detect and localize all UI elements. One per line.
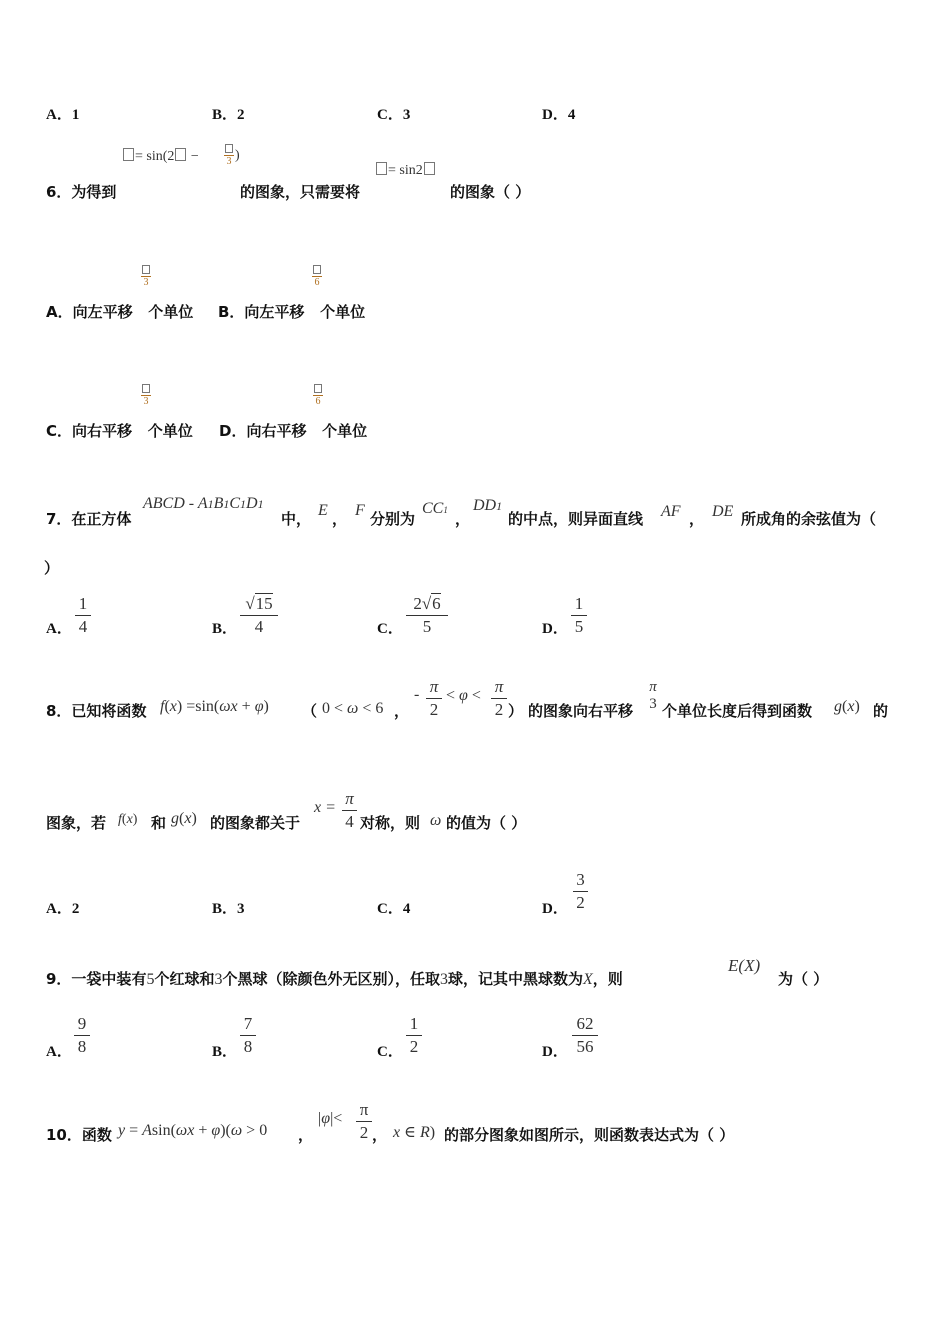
q8-xeq: x = — [314, 799, 336, 816]
q5-option-a: A．1 — [46, 107, 80, 123]
q6-stem-1: 6．为得到 — [46, 183, 117, 201]
q8-option-c: C．4 — [377, 901, 411, 917]
q8-stem-1: 8．已知将函数 — [46, 702, 147, 720]
q8-comma: ， — [394, 702, 410, 720]
q7-stem-3: 分别为 — [370, 510, 416, 528]
q6-option-a-fraction: 3 — [141, 265, 151, 288]
q6-option-d: D．向右平移 个单位 — [219, 422, 368, 440]
q6-option-c: C．向右平移 个单位 — [46, 422, 193, 440]
q9-stem-end: 为（ ） — [778, 970, 829, 988]
q8-lt-phi-lt: < φ < — [446, 687, 481, 704]
q7-option-d-label: D． — [542, 621, 568, 637]
q8-line2-b: 的图象都关于 — [210, 814, 301, 832]
q5-option-d: D．4 — [542, 107, 576, 123]
q8-fraction-neg-pi-2: π 2 — [426, 677, 442, 720]
q8-stem-4: 的 — [873, 702, 889, 720]
q6-option-d-fraction: 6 — [313, 384, 323, 407]
q7-option-a-label: A． — [46, 621, 72, 637]
q8-and: 和 — [151, 814, 167, 832]
q8-fraction-pi-4: π 4 — [342, 789, 357, 832]
q10-comma-1: ， — [298, 1126, 314, 1144]
q7-option-a-fraction: 1 4 — [75, 594, 91, 637]
q10-stem-2: 的部分图象如图所示，则函数表达式为（ ） — [444, 1126, 735, 1144]
missing-glyph-icon — [123, 148, 134, 161]
missing-glyph-icon — [142, 384, 150, 393]
q8-option-b: B．3 — [212, 901, 245, 917]
q7-edge-dd1: DD1 — [473, 497, 503, 514]
missing-glyph-icon — [175, 148, 186, 161]
q8-function: f(x) =sin(ωx + φ) — [160, 698, 269, 715]
q8-fraction-pi-2: π 2 — [491, 677, 507, 720]
q9-option-a-fraction: 9 8 — [74, 1014, 90, 1057]
missing-glyph-icon — [225, 144, 233, 153]
q8-line2-a: 图象，若 — [46, 814, 107, 832]
q8-omega: ω — [430, 812, 442, 829]
missing-glyph-icon — [376, 162, 387, 175]
q6-option-a: A．向左平移 个单位 — [46, 303, 194, 321]
q9-option-a-label: A． — [46, 1044, 72, 1060]
q9-option-d-label: D． — [542, 1044, 568, 1060]
q8-fraction-pi-3: π 3 — [649, 679, 657, 712]
q10-comma-2: ， — [372, 1126, 388, 1144]
q10-fraction-pi-2: π 2 — [356, 1100, 372, 1143]
q10-function: y = Asin(ωx + φ)(ω > 0 — [118, 1122, 268, 1139]
q9-option-c-label: C． — [377, 1044, 403, 1060]
q7-cube-name: ABCD - A1B1C1D1 — [143, 495, 264, 512]
q7-point-f: F — [355, 502, 365, 519]
q7-stem-4: 的中点，则异面直线 — [508, 510, 644, 528]
q7-line-af: AF — [661, 503, 681, 520]
q7-edge-cc1: CC1 — [422, 500, 448, 517]
q5-option-b: B．2 — [212, 107, 245, 123]
q5-option-c: C．3 — [377, 107, 411, 123]
q7-stem-5: 所成角的余弦值为（ — [741, 510, 877, 528]
q6-equation-1: = sin(2 − — [122, 148, 199, 165]
q8-minus: - — [414, 686, 420, 703]
q6-stem-2: 的图象，只需要将 — [240, 183, 361, 201]
q7-stem: 7．在正方体 — [46, 510, 132, 528]
q7-option-b-label: B． — [212, 621, 238, 637]
q9-option-b-fraction: 7 8 — [240, 1014, 256, 1057]
q7-comma-3: ， — [689, 510, 705, 528]
q7-point-e: E — [318, 502, 328, 519]
q8-paren-close: ） — [508, 702, 524, 720]
missing-glyph-icon — [313, 265, 321, 274]
q8-line2-d: 的值为（ ） — [446, 814, 527, 832]
missing-glyph-icon — [314, 384, 322, 393]
q6-option-b-fraction: 6 — [312, 265, 322, 288]
q8-stem-3: 个单位长度后得到函数 — [662, 702, 813, 720]
q9-stem: 9．一袋中装有5个红球和3个黑球（除颜色外无区别），任取3球，记其中黑球数为X，则 — [46, 970, 623, 988]
missing-glyph-icon — [424, 162, 435, 175]
q7-option-c-fraction: 2√6 5 — [406, 594, 448, 637]
q7-stem-6: ） — [44, 559, 60, 577]
q8-option-d-fraction: 3 2 — [573, 870, 588, 913]
q7-stem-2: 中， — [281, 510, 312, 528]
q6-eq1-close: ) — [235, 148, 240, 163]
q6-equation-2: = sin2 — [375, 162, 436, 179]
q7-comma-2: ， — [455, 510, 471, 528]
q8-line2-c: 对称，则 — [360, 814, 421, 832]
q8-gx: g(x) — [834, 698, 860, 715]
q8-option-d-label: D． — [542, 901, 568, 917]
q8-paren-open: （ — [302, 702, 318, 720]
q7-option-b-fraction: √15 4 — [240, 594, 278, 637]
q9-option-b-label: B． — [212, 1044, 238, 1060]
q10-stem-1: 10．函数 — [46, 1126, 112, 1144]
q9-option-c-fraction: 1 2 — [406, 1014, 422, 1057]
q6-stem-3: 的图象（ ） — [450, 183, 531, 201]
q7-comma-1: ， — [332, 510, 348, 528]
missing-glyph-icon — [142, 265, 150, 274]
q6-eq1-fraction: 3 — [224, 144, 234, 167]
q8-option-a: A．2 — [46, 901, 80, 917]
q7-option-d-fraction: 1 5 — [571, 594, 587, 637]
q8-condition-omega: 0 < ω < 6 — [322, 700, 384, 717]
q7-line-de: DE — [712, 503, 734, 520]
q6-option-c-fraction: 3 — [141, 384, 151, 407]
q6-option-b: B．向左平移 个单位 — [218, 303, 366, 321]
q8-gx-2: g(x) — [171, 810, 197, 827]
q8-stem-2: 的图象向右平移 — [528, 702, 634, 720]
q7-option-c-label: C． — [377, 621, 403, 637]
q10-abs-phi: |φ|< — [318, 1110, 343, 1127]
q9-option-d-fraction: 62 56 — [572, 1014, 598, 1057]
q10-domain: x ∈ R) — [393, 1124, 436, 1141]
q8-fx: f(x) — [118, 812, 138, 827]
q9-expectation: E(X) — [728, 956, 761, 975]
